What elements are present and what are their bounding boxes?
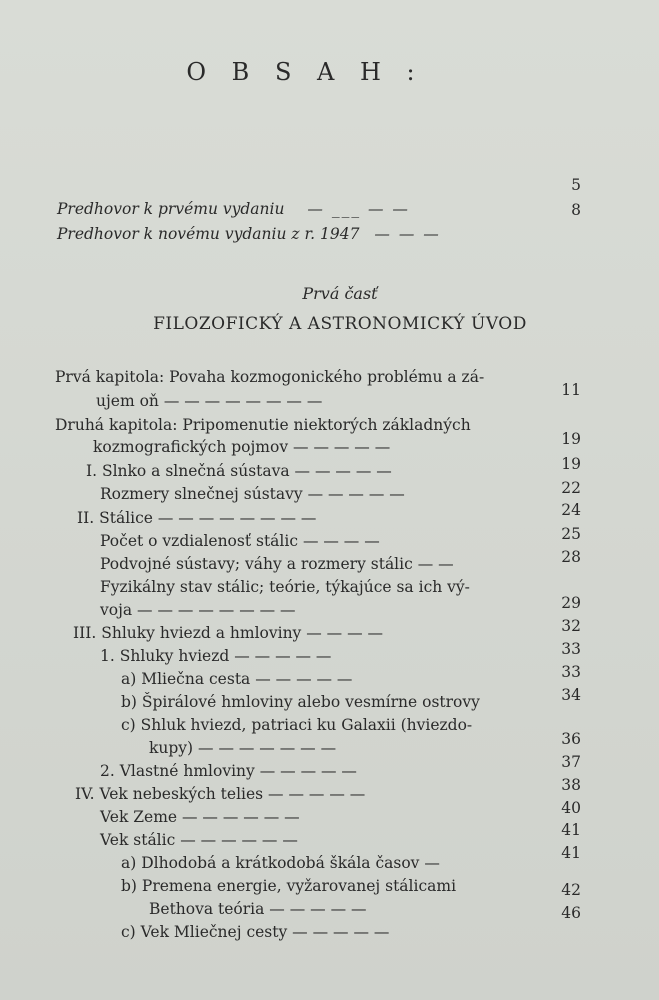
- toc-entry: Počet o vzdialenosť stálic — — — —: [100, 532, 380, 550]
- toc-page-number: 28: [561, 548, 581, 566]
- toc-page-number: 42: [561, 881, 581, 899]
- toc-entry: Vek stálic — — — — — —: [100, 831, 298, 849]
- toc-page-number: 33: [561, 663, 581, 681]
- toc-entry: Vek Zeme — — — — — —: [100, 808, 300, 826]
- toc-page-number: 19: [561, 455, 581, 473]
- toc-page-number: 11: [561, 381, 581, 399]
- page-title: O B S A H :: [186, 58, 424, 86]
- toc-entry-label: Predhovor k prvému vydaniu: [57, 200, 285, 218]
- toc-page-number: 8: [571, 201, 581, 219]
- toc-entry: Fyzikálny stav stálic; teórie, týkajúce sa ich vý-: [100, 578, 470, 596]
- toc-entry: a) Mliečna cesta — — — — —: [121, 670, 353, 688]
- toc-entry: c) Shluk hviezd, patriaci ku Galaxii (hviezdo-: [121, 716, 473, 734]
- toc-page-number: 38: [561, 776, 581, 794]
- toc-page-number: 32: [561, 617, 581, 635]
- toc-page-number: 5: [571, 176, 581, 194]
- toc-leader: — — —: [374, 225, 441, 243]
- toc-page-number: 19: [561, 430, 581, 448]
- toc-page-number: 25: [561, 525, 581, 543]
- toc-leader: — ___ — —: [307, 200, 410, 218]
- toc-page-number: 24: [561, 501, 581, 519]
- toc-page-number: 34: [561, 686, 581, 704]
- toc-entry: 2. Vlastné hmloviny — — — — —: [100, 762, 357, 780]
- toc-entry: Prvá kapitola: Povaha kozmogonického problému a zá-: [55, 368, 485, 386]
- toc-entry: Rozmery slnečnej sústavy — — — — —: [100, 485, 405, 503]
- toc-entry: Podvojné sústavy; váhy a rozmery stálic — —: [100, 555, 454, 573]
- toc-page-number: 40: [561, 799, 581, 817]
- toc-entry-label: Predhovor k novému vydaniu z r. 1947: [57, 225, 360, 243]
- toc-entry-preface-1: [57, 200, 410, 218]
- part-title: FILOZOFICKÝ A ASTRONOMICKÝ ÚVOD: [153, 314, 527, 334]
- toc-page-number: 22: [561, 479, 581, 497]
- toc-entry: b) Špirálové hmloviny alebo vesmírne ostrovy: [121, 693, 480, 711]
- toc-entry: b) Premena energie, vyžarovanej stálicami: [121, 877, 457, 895]
- toc-entry-preface-2: [57, 225, 441, 243]
- toc-page-number: 46: [561, 904, 581, 922]
- toc-entry: voja — — — — — — — —: [100, 601, 296, 619]
- toc-page-number: 36: [561, 730, 581, 748]
- toc-entry: Bethova teória — — — — —: [149, 900, 367, 918]
- toc-page-number: 37: [561, 753, 581, 771]
- toc-entry: kupy) — — — — — — —: [149, 739, 337, 757]
- toc-entry: IV. Vek nebeských telies — — — — —: [75, 785, 366, 803]
- toc-entry: c) Vek Mliečnej cesty — — — — —: [121, 923, 390, 941]
- toc-entry: Druhá kapitola: Pripomenutie niektorých základných: [55, 416, 471, 434]
- toc-entry: III. Shluky hviezd a hmloviny — — — —: [73, 624, 384, 642]
- toc-page-number: 29: [561, 594, 581, 612]
- toc-page-number: 33: [561, 640, 581, 658]
- toc-entry: I. Slnko a slnečná sústava — — — — —: [86, 462, 392, 480]
- toc-entry: 1. Shluky hviezd — — — — —: [100, 647, 332, 665]
- toc-entry: a) Dlhodobá a krátkodobá škála časov —: [121, 854, 440, 872]
- toc-entry: kozmografických pojmov — — — — —: [93, 438, 391, 456]
- toc-entry: II. Stálice — — — — — — — —: [77, 509, 317, 527]
- toc-page-number: 41: [561, 821, 581, 839]
- toc-entry: ujem oň — — — — — — — —: [96, 392, 323, 410]
- part-name: Prvá časť: [302, 284, 378, 303]
- toc-page-number: 41: [561, 844, 581, 862]
